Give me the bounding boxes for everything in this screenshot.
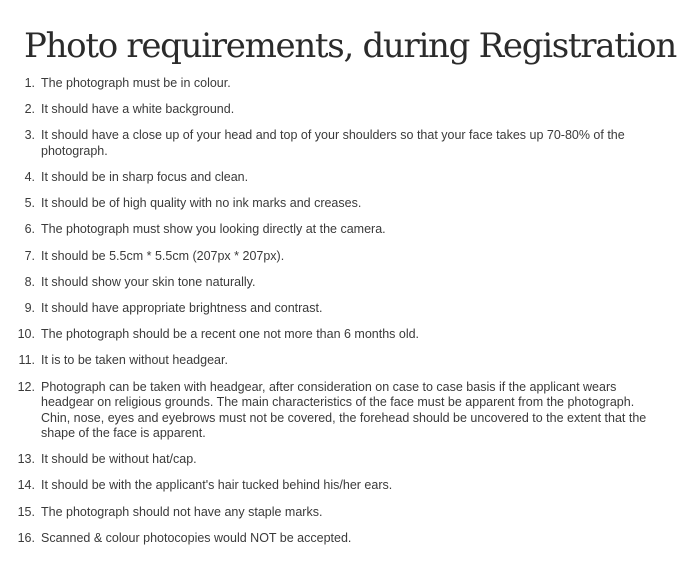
list-item-number: 12. <box>17 379 35 394</box>
list-item-text: It is to be taken without headgear. <box>41 353 228 368</box>
list-item-text: The photograph should not have any staple marks. <box>41 504 323 519</box>
list-item-number: 15. <box>17 504 35 519</box>
list-item-text: Scanned & colour photocopies would NOT be accepted. <box>41 530 352 545</box>
list-item <box>0 353 648 369</box>
list-item-text: It should be with the applicant's hair tucked behind his/her ears. <box>41 478 393 493</box>
list-item <box>0 275 648 291</box>
list-item-text: It should have a white background. <box>41 102 235 117</box>
list-item <box>0 478 648 494</box>
list-item-number: 5. <box>24 196 35 211</box>
list-item-number: 8. <box>24 274 35 289</box>
list-item-number: 9. <box>24 301 35 315</box>
list-item-text: The photograph must be in colour. <box>41 76 231 90</box>
list-item <box>0 452 648 468</box>
list-item-number: 1. <box>24 76 35 90</box>
list-item-text: It should be 5.5cm * 5.5cm (207px * 207px). <box>41 248 285 263</box>
list-item-text: It should have appropriate brightness and contrast. <box>41 301 323 315</box>
list-item <box>0 301 648 317</box>
list-item-number: 10. <box>17 327 35 342</box>
list-item-number: 11. <box>18 353 35 368</box>
list-item-number: 4. <box>24 170 35 185</box>
list-item-number: 7. <box>24 248 35 263</box>
page-title: Photo requirements, during Registration <box>24 26 676 66</box>
list-item-text: Photograph can be taken with headgear, after consideration on case to case basis if the applicant wears headgear on religious grounds. The main characteristics of the face must be apparent from the photograph. Chin, nose, eyes and eyebrows must not be covered, the forehead should be uncovered to the extent that the shape of the face is apparent. <box>41 379 647 441</box>
list-item-text: It should have a close up of your head and top of your shoulders so that your face takes up 70-80% of the photograph. <box>41 128 625 158</box>
list-item-number: 2. <box>24 102 35 117</box>
list-item-number: 13. <box>17 452 35 467</box>
list-item-number: 6. <box>24 222 35 237</box>
list-item-text: It should show your skin tone naturally. <box>41 274 256 289</box>
list-item-number: 3. <box>24 128 35 143</box>
list-item <box>0 170 648 186</box>
requirements-list <box>0 76 680 557</box>
list-item-number: 16. <box>17 530 35 545</box>
list-item-text: It should be of high quality with no ink marks and creases. <box>41 196 362 211</box>
list-item <box>0 327 648 343</box>
list-item <box>0 222 648 238</box>
list-item <box>0 505 648 521</box>
list-item <box>0 196 648 212</box>
list-item-text: The photograph should be a recent one not more than 6 months old. <box>41 327 420 342</box>
list-item-text: It should be without hat/cap. <box>41 452 197 467</box>
list-item-text: It should be in sharp focus and clean. <box>41 170 249 185</box>
list-item <box>0 531 648 547</box>
list-item <box>0 102 648 118</box>
list-item <box>0 249 648 265</box>
list-item <box>0 380 648 442</box>
list-item <box>0 76 648 92</box>
list-item-text: The photograph must show you looking directly at the camera. <box>41 222 386 237</box>
list-item-number: 14. <box>17 478 35 493</box>
list-item <box>0 128 648 159</box>
